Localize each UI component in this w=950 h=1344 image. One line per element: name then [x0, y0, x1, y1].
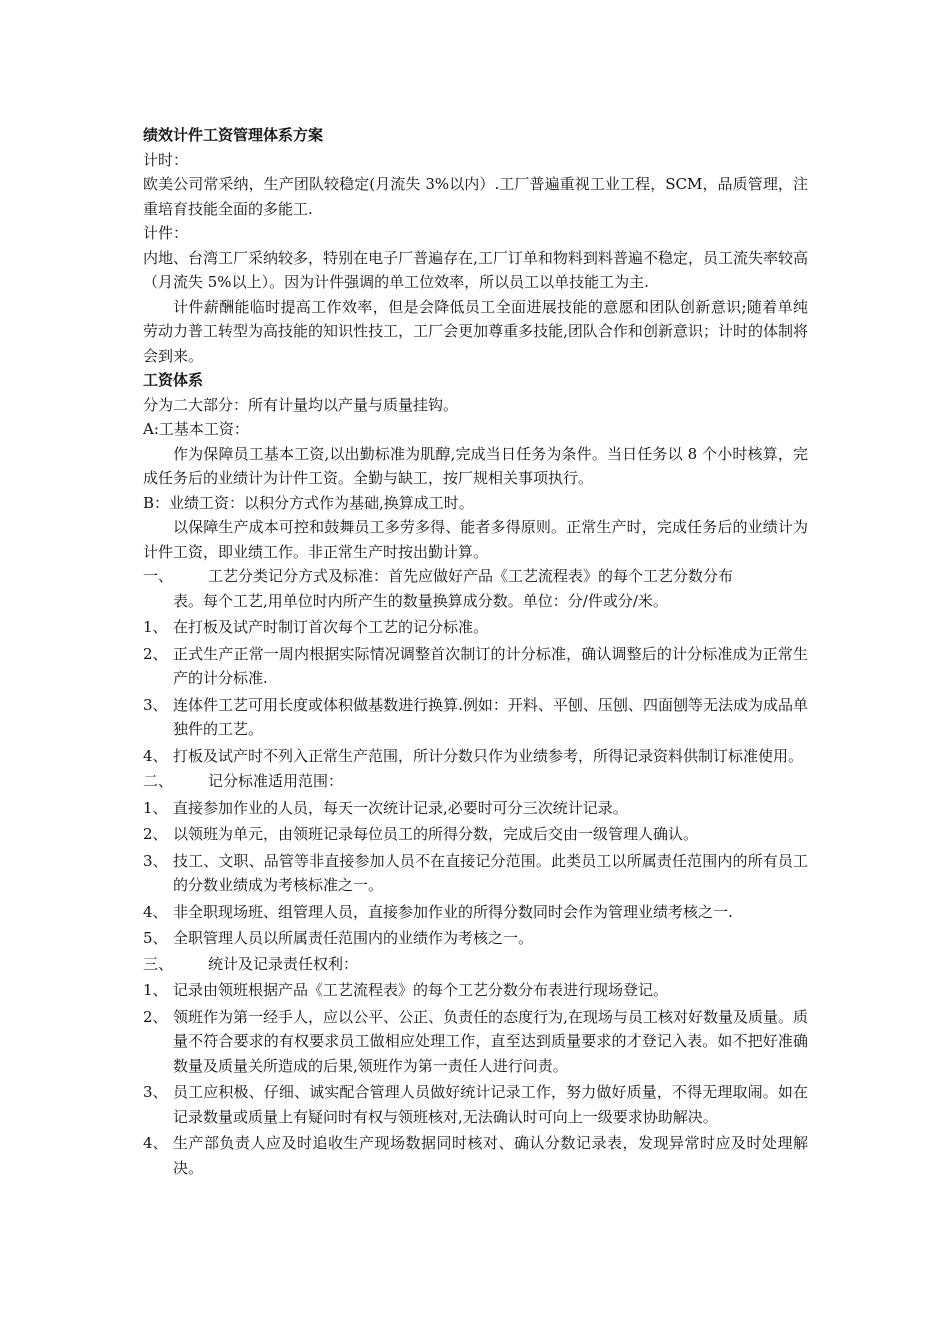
- timing-label: 计时：: [143, 150, 189, 169]
- list-text: 技工、文职、品管等非直接参加人员不在直接记分范围。此类员工以所属责任范围内的所有员工的分数业绩成为考核标准之一。: [173, 851, 808, 894]
- list-item: [143, 849, 808, 898]
- list-text: 员工应积极、仔细、诚实配合管理人员做好统计记录工作，努力做好质量，不得无理取闹。如在记录数量或质量上有疑问时有权与领班核对,无法确认时可向上一级要求协助解决。: [173, 1083, 808, 1126]
- basic-wage-label: A:工基本工资：: [143, 420, 249, 438]
- list-number: 1、: [143, 981, 168, 999]
- piecework-comment-paragraph: 计件薪酬能临时提高工作效率，但是会降低员工全面进展技能的意愿和团队创新意识;随着单纯劳动力普工转型为高技能的知识性技工，工厂会更加尊重多技能,团队合作和创新意识；计时的体制将会到来。: [143, 297, 808, 365]
- wage-intro: 分为二大部分：所有计量均以产量与质量挂钩。: [143, 395, 459, 414]
- list-item: [143, 978, 808, 1003]
- list-text: 生产部负责人应及时追收生产现场数据同时核对、确认分数记录表，发现异常时应及时处理解决。: [173, 1134, 808, 1177]
- list-number: 3、: [143, 851, 168, 870]
- list-item: [143, 744, 808, 769]
- list-text: 全职管理人员以所属责任范围内的业绩作为考核之一。: [173, 929, 534, 947]
- document-body: [143, 123, 808, 1180]
- list-number: 2、: [143, 825, 168, 843]
- list-text: 正式生产正常一周内根据实际情况调整首次制订的计分标准，确认调整后的计分标准成为正常生产的计分标准.: [173, 644, 808, 687]
- list-item: [143, 642, 808, 691]
- list-text: 直接参加作业的人员，每天一次统计记录,必要时可分三次统计记录。: [173, 798, 628, 817]
- list-item: [143, 693, 808, 742]
- list-item: [143, 796, 808, 821]
- list-number: 3、: [143, 695, 168, 714]
- section-title: 工艺分类记分方式及标准：首先应做好产品《工艺流程表》的每个工艺分数分布: [208, 567, 734, 585]
- performance-wage-label: B：业绩工资：以积分方式作为基础,换算成工时。: [143, 493, 474, 512]
- section-1-heading: [143, 564, 808, 589]
- list-number: 4、: [143, 902, 168, 921]
- section-title: 统计及记录责任权利：: [208, 954, 359, 973]
- list-item: [143, 1080, 808, 1129]
- list-text: 非全职现场班、组管理人员，直接参加作业的所得分数同时会作为管理业绩考核之一.: [173, 902, 733, 921]
- document-title: 绩效计件工资管理体系方案: [143, 126, 324, 144]
- section-1-continuation: 表。每个工艺,用单位时内所产生的数量换算成分数。单位：分/件或分/米。: [173, 591, 668, 610]
- list-item: [143, 615, 808, 640]
- list-item: [143, 926, 808, 951]
- section-number: 三、: [143, 954, 174, 973]
- wage-system-heading: 工资体系: [143, 371, 204, 389]
- basic-wage-paragraph: 作为保障员工基本工资,以出勤标准为肌醇,完成当日任务为条件。当日任务以 8 个小时核算，完成任务后的业绩计为计件工资。全勤与缺工，按厂规相关事项执行。: [143, 444, 808, 487]
- list-text: 领班作为第一经手人，应以公平、公正、负责任的态度行为,在现场与员工核对好数量及质量。质量不符合要求的有权要求员工做相应处理工作，直至达到质量要求的才登记入表。如不把好准确数量及质量关所造成的后果,领班作为第一责任人进行问责。: [173, 1007, 808, 1075]
- section-number: 二、: [143, 772, 174, 790]
- section-3-heading: [143, 952, 808, 977]
- list-item: [143, 1005, 808, 1079]
- list-text: 打板及试产时不列入正常生产范围，所计分数只作为业绩参考，所得记录资料供制订标准使用。: [173, 746, 804, 765]
- list-number: 1、: [143, 618, 168, 636]
- list-number: 2、: [143, 644, 168, 663]
- list-text: 记录由领班根据产品《工艺流程表》的每个工艺分数分布表进行现场登记。: [173, 981, 669, 999]
- piecework-paragraph: 内地、台湾工厂采纳较多，特别在电子厂普遍存在,工厂订单和物料到料普遍不稳定，员工流失率较高（月流失 5%以上）。因为计件强调的单工位效率，所以员工以单技能工为主.: [143, 248, 808, 291]
- list-item: [143, 822, 808, 847]
- list-item: [143, 1131, 808, 1180]
- list-text: 连体件工艺可用长度或体积做基数进行换算.例如：开料、平刨、压刨、四面刨等无法成为成品单独件的工艺。: [173, 695, 808, 738]
- section-2-heading: [143, 769, 808, 794]
- list-number: 2、: [143, 1007, 168, 1026]
- timing-paragraph: 欧美公司常采纳，生产团队较稳定(月流失 3%以内）.工厂普遍重视工业工程，SCM，品质管理，注重培育技能全面的多能工.: [143, 175, 808, 218]
- list-number: 3、: [143, 1083, 168, 1101]
- list-number: 4、: [143, 1134, 168, 1152]
- section-title: 记分标准适用范围：: [208, 772, 344, 790]
- list-number: 5、: [143, 929, 168, 947]
- list-item: [143, 900, 808, 925]
- list-number: 1、: [143, 798, 168, 817]
- list-number: 4、: [143, 746, 168, 765]
- piecework-label: 计件：: [143, 224, 189, 242]
- list-text: 在打板及试产时制订首次每个工艺的记分标准。: [173, 618, 489, 636]
- section-number: 一、: [143, 567, 174, 585]
- list-text: 以领班为单元，由领班记录每位员工的所得分数，完成后交由一级管理人确认。: [173, 825, 699, 843]
- performance-wage-paragraph: 以保障生产成本可控和鼓舞员工多劳多得、能者多得原则。正常生产时，完成任务后的业绩计为计件工资，即业绩工作。非正常生产时按出勤计算。: [143, 518, 808, 561]
